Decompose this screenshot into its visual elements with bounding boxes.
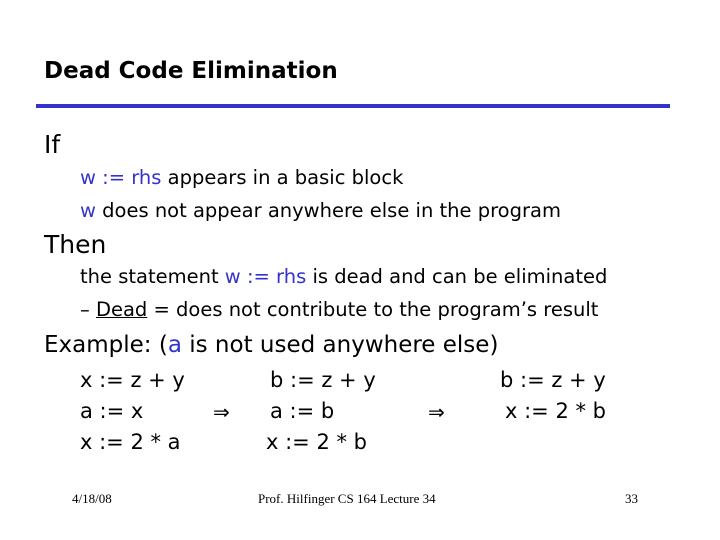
col3-line-1: b := z + y (500, 368, 606, 392)
col2-line-2: a := b (270, 399, 335, 423)
footer-page-number: 33 (625, 491, 638, 506)
then-heading: Then (44, 230, 107, 259)
example-var: a (167, 332, 182, 358)
if-line-2-text: does not appear anywhere else in the program (95, 199, 561, 222)
if-heading: If (44, 130, 61, 159)
example-line (44, 332, 498, 358)
dash: – (80, 298, 96, 321)
col1-line-3: x := 2 * a (80, 430, 181, 454)
dead-term: Dead (95, 298, 148, 321)
example-label: Example: ( (44, 332, 168, 358)
code-w-rhs: w := rhs (80, 166, 162, 189)
example-rest: is not used anywhere else) (181, 332, 499, 358)
arrow-icon-2: ⇒ (428, 400, 445, 424)
if-line-2 (80, 199, 561, 222)
then-line-1-pre: the statement (80, 265, 225, 288)
then-line-1-post: is dead and can be eliminated (306, 265, 608, 288)
then-line-1 (80, 265, 607, 288)
arrow-icon: ⇒ (213, 400, 230, 424)
col1-line-2: a := x (80, 399, 144, 423)
col2-line-3: x := 2 * b (266, 430, 367, 454)
footer-date: 4/18/08 (72, 491, 112, 506)
if-line-1 (80, 166, 403, 189)
code-w-rhs-2: w := rhs (224, 265, 307, 288)
title-divider (36, 104, 670, 108)
if-line-1-text: appears in a basic block (161, 166, 404, 189)
footer-center: Prof. Hilfinger CS 164 Lecture 34 (258, 491, 436, 506)
col3-line-2: x := 2 * b (505, 399, 606, 423)
then-line-2 (80, 298, 598, 321)
col1-line-1: x := z + y (80, 368, 185, 392)
col2-line-1: b := z + y (270, 368, 376, 392)
then-line-2-text: = does not contribute to the program’s result (147, 298, 599, 321)
slide-title: Dead Code Elimination (44, 58, 338, 84)
code-w: w (80, 199, 96, 222)
